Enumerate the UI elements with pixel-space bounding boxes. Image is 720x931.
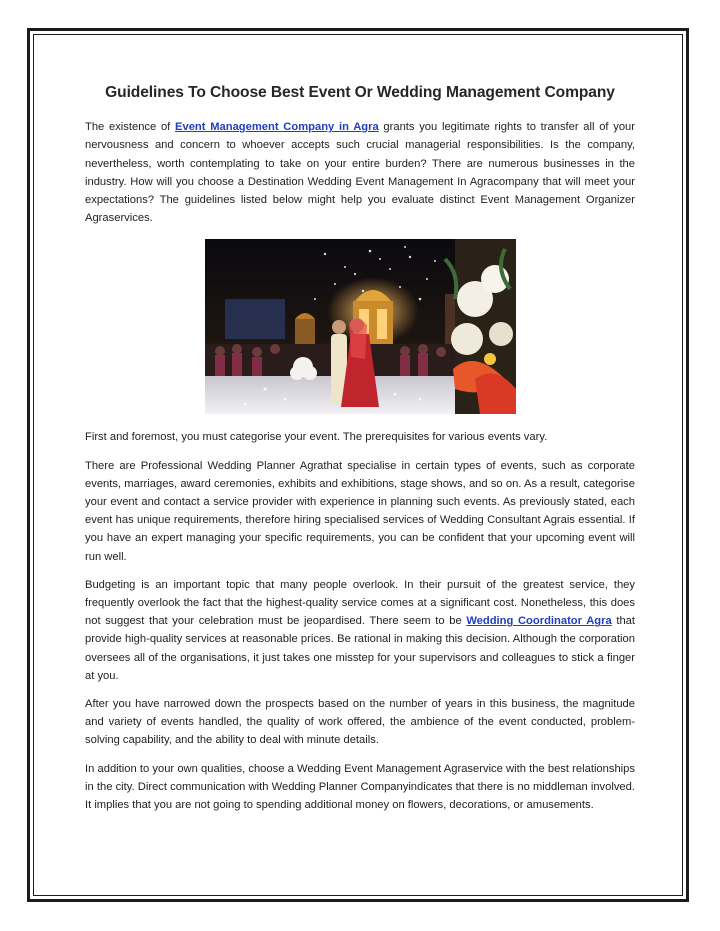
- paragraph-intro-text-end: grants you legitimate rights to transfer all of your nervousness and concern to whoever accepts such crucial managerial responsibilities. Is the company, nevertheless, worth contemplating to take on your entire burden? There are numerous businesses in the industry. How will you choose a Destination Wedding Event Management In Agracompany that will meet your expectations? The guidelines listed below might help you evaluate distinct Event Management Organizer Agraservices.: [85, 121, 636, 225]
- paragraph-budgeting: [85, 576, 635, 685]
- paragraph-specialise: There are Professional Wedding Planner Agrathat specialise in certain types of events, such as corporate events, marriages, award ceremonies, exhibits and exhibitions, stage shows, and so on. As a result, categorise your event and contact a service provider with experience in planning such events. As previously stated, each event has unique requirements, therefore hiring specialised services of Wedding Consultant Agrais essential. If you have an expert managing your specific requirements, you can be confident that your upcoming event will run well.: [85, 459, 635, 563]
- paragraph-relationships: In addition to your own qualities, choose a Wedding Event Management Agraservice with the best relationships in the city. Direct communication with Wedding Planner Companyindicates that there is no middleman involved. It implies that you are not going to spending additional money on flowers, decorations, or amusements.: [85, 762, 635, 812]
- paragraph-prospects: After you have narrowed down the prospects based on the number of years in this business, the magnitude and variety of events handled, the quality of work offered, the ambience of the event conducted, problem-solving capability, and the ability to deal with minute details.: [85, 698, 635, 747]
- paragraph-budgeting-text-start: Budgeting is an important topic that many people overlook. In their pursuit of the greatest service, they frequently overlook the fact that the highest-quality service comes at a significant cost. Nonetheless, this does not suggest that your celebration must be jeopardised. There seem to be: [85, 578, 635, 628]
- paragraph-intro-text-start: The existence of: [85, 121, 176, 134]
- paragraph-intro: [85, 118, 635, 227]
- paragraph-budgeting-text-end: that provide high-quality services at reasonable prices. Be rational in making this decision. Although the corporation oversees all of the organisations, it just takes one misstep for your supervisors and colleagues to stick a finger at you.: [85, 615, 635, 682]
- wedding-ceremony-photo: [205, 239, 516, 414]
- document-body: [85, 84, 635, 824]
- document-title: Guidelines To Choose Best Event Or Wedding Management Company: [105, 84, 615, 101]
- wedding-coordinator-link[interactable]: Wedding Coordinator Agra: [466, 615, 612, 628]
- paragraph-categorise: First and foremost, you must categorise your event. The prerequisites for various events vary.: [85, 431, 548, 444]
- event-management-company-link[interactable]: Event Management Company in Agra: [175, 121, 379, 134]
